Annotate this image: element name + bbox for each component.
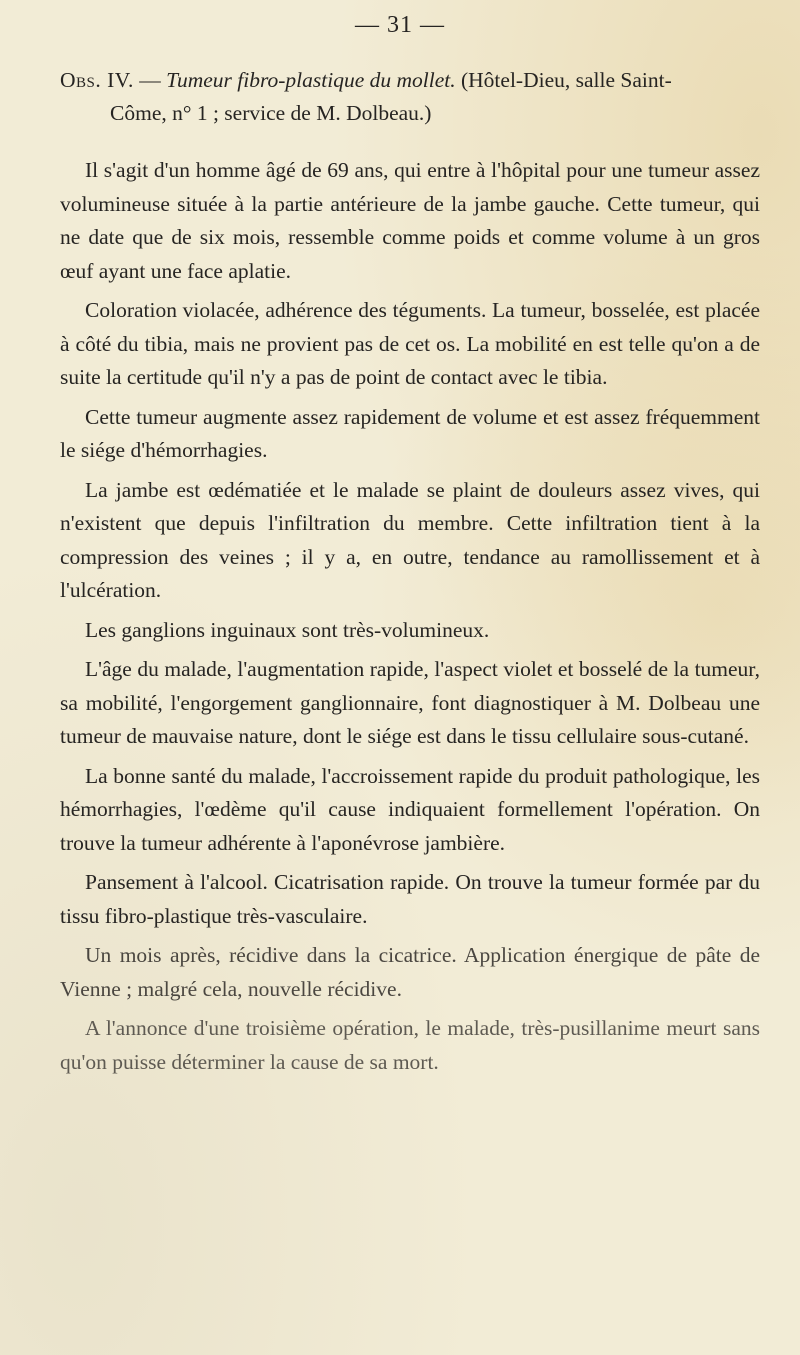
paragraph-6: L'âge du malade, l'augmentation rapide, l'aspect violet et bosselé de la tumeur, sa mobilité, l'engorgement ganglionnaire, font diagnostiquer à M. Dolbeau une tumeur de mauvaise nature, dont le siége est dans le tissu cellulaire sous-cutané. [60,657,760,748]
observation-location-a: (Hôtel-Dieu, salle Saint- [455,68,672,92]
page-number: — 31 — [355,12,445,38]
paragraph-10: A l'annonce d'une troisième opération, le malade, très-pusillanime meurt sans qu'on puisse déterminer la cause de sa mort. [60,1016,760,1074]
header-dash: — [133,68,167,92]
paragraph-5: Les ganglions inguinaux sont très-volumineux. [85,617,490,642]
paragraph-2: Coloration violacée, adhérence des téguments. La tumeur, bosselée, est placée à côté du tibia, mais ne provient pas de cet os. La mobilité en est telle qu'on a de suite la certitude qu'il n'y a pas de point de contact avec le tibia. [60,298,760,389]
paragraph-1: Il s'agit d'un homme âgé de 69 ans, qui entre à l'hôpital pour une tumeur assez volumineuse située à la partie antérieure de la jambe gauche. Cette tumeur, qui ne date que de six mois, ressemble comme poids et comme volume à un gros œuf ayant une face aplatie. [60,158,760,283]
observation-label: Obs. IV. [60,68,134,92]
paragraph-3: Cette tumeur augmente assez rapidement de volume et est assez fréquemment le siége d'hémorrhagies. [60,404,760,462]
paragraph-8: Pansement à l'alcool. Cicatrisation rapide. On trouve la tumeur formée par du tissu fibro-plastique très-vasculaire. [60,870,760,928]
observation-location-b: Côme, n° 1 ; service de M. Dolbeau.) [110,101,432,125]
paragraph-7: La bonne santé du malade, l'accroissement rapide du produit pathologique, les hémorrhagies, l'œdème qu'il cause indiquaient formellement l'opération. On trouve la tumeur adhérente à l'aponévrose jambière. [60,763,760,855]
observation-title: Tumeur fibro-plastique du mollet. [166,68,456,92]
paragraph-9: Un mois après, récidive dans la cicatrice. Application énergique de pâte de Vienne ; malgré cela, nouvelle récidive. [60,943,760,1001]
observation-header [60,64,760,130]
observation-body [60,132,760,1085]
paragraph-4: La jambe est œdématiée et le malade se plaint de douleurs assez vives, qui n'existent que depuis l'infiltration du membre. Cette infiltration tient à la compression des veines ; il y a, en outre, tendance au ramollissement et à l'ulcération. [60,477,760,602]
